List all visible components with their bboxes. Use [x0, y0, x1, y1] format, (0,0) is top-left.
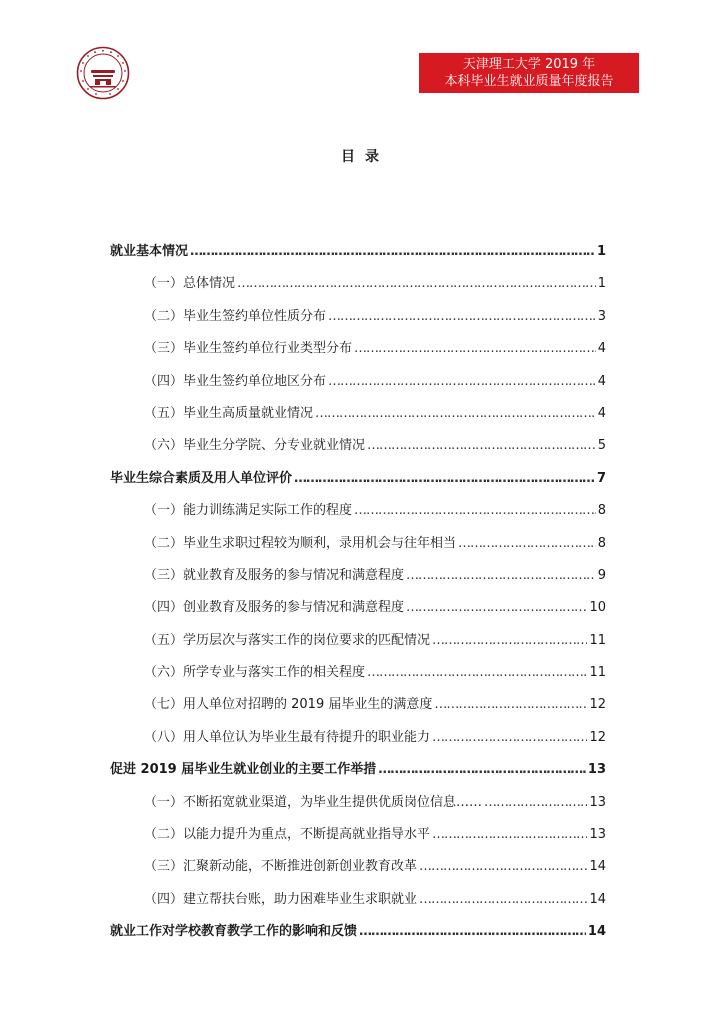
toc-leader-dots [406, 568, 596, 583]
toc-subsection-entry[interactable] [110, 596, 606, 628]
toc-entry-title: （三）毕业生签约单位行业类型分布 [144, 341, 353, 357]
toc-entry-title: 就业工作对学校教育教学工作的影响和反馈 [110, 924, 358, 940]
toc-entry-title: （三）就业教育及服务的参与情况和满意程度 [144, 567, 405, 583]
toc-leader-dots [237, 276, 596, 291]
toc-entry-title: 就业基本情况 [110, 244, 189, 259]
toc-entry-title: （一）能力训练满足实际工作的程度 [144, 503, 353, 519]
toc-page-number: 10 [589, 600, 606, 616]
toc-page-number: 13 [589, 827, 606, 843]
toc-entry-title: （四）创业教育及服务的参与情况和满意程度 [144, 600, 405, 616]
toc-page-number: 8 [597, 535, 606, 551]
toc-subsection-entry[interactable] [110, 791, 606, 823]
toc-subsection-entry[interactable] [110, 726, 606, 758]
toc-page-number: 7 [596, 470, 606, 486]
toc-page-number: 9 [597, 567, 606, 583]
toc-leader-dots [315, 406, 596, 421]
toc-section-entry[interactable] [110, 467, 606, 499]
toc-entry-title: 毕业生综合素质及用人单位评价 [110, 470, 293, 486]
toc-page-number: 4 [597, 373, 606, 389]
toc-leader-dots [359, 924, 586, 939]
toc-subsection-entry[interactable] [110, 629, 606, 661]
toc-leader-dots [354, 503, 596, 518]
toc-page-number: 13 [589, 794, 606, 810]
university-seal-icon [76, 46, 130, 100]
toc-leader-dots [419, 859, 587, 874]
toc-page-number: 5 [597, 438, 606, 454]
toc-subsection-entry[interactable] [110, 693, 606, 725]
toc-entry-title: （二）以能力提升为重点，不断提高就业指导水平 [144, 827, 431, 843]
toc-leader-dots [354, 341, 596, 356]
toc-leader-dots [432, 827, 587, 842]
toc-subsection-entry[interactable] [110, 855, 606, 887]
toc-entry-title: （四）建立帮扶台账，助力困难毕业生求职就业 [144, 891, 418, 907]
toc-page-number: 4 [597, 341, 606, 357]
toc-page-number: 1 [597, 276, 606, 292]
toc-leader-dots [294, 471, 595, 486]
toc-subsection-entry[interactable] [110, 661, 606, 693]
toc-leader-dots [458, 536, 596, 551]
toc-entry-title: （三）汇聚新动能，不断推进创新创业教育改革 [144, 859, 418, 875]
toc-entry-title: （一）总体情况 [144, 276, 236, 292]
toc-title: 目录 [341, 149, 389, 165]
toc-leader-dots [406, 600, 587, 615]
toc-subsection-entry[interactable] [110, 272, 606, 304]
toc-page-number: 14 [589, 891, 606, 907]
toc-entry-title: （五）毕业生高质量就业情况 [144, 405, 314, 421]
toc-subsection-entry[interactable] [110, 564, 606, 596]
toc-section-entry[interactable] [110, 758, 606, 790]
toc-leader-dots [367, 665, 587, 680]
toc-page-number: 12 [589, 697, 606, 713]
toc-page-number: 1 [596, 244, 606, 259]
toc-subsection-entry[interactable] [110, 888, 606, 920]
toc-page-number: 14 [589, 859, 606, 875]
toc-page-number: 11 [589, 632, 606, 648]
toc-entry-title: （四）毕业生签约单位地区分布 [144, 373, 327, 389]
toc-entry-title: （二）毕业生签约单位性质分布 [144, 308, 327, 324]
toc-page-number: 12 [589, 729, 606, 745]
header-line-2: 本科毕业生就业质量年度报告 [444, 74, 614, 89]
toc-subsection-entry[interactable] [110, 370, 606, 402]
toc-subsection-entry[interactable] [110, 532, 606, 564]
toc-entry-title: （五）学历层次与落实工作的岗位要求的匹配情况 [144, 632, 431, 648]
toc-section-entry[interactable] [110, 240, 606, 272]
toc-leader-dots [484, 795, 587, 810]
toc-entry-title: （六）毕业生分学院、分专业就业情况 [144, 438, 366, 454]
toc-page-number: 3 [597, 308, 606, 324]
toc-page-number: 4 [597, 405, 606, 421]
toc-entry-title: （八）用人单位认为毕业生最有待提升的职业能力 [144, 729, 431, 745]
toc-leader-dots [432, 633, 587, 648]
toc-page-number: 11 [589, 665, 606, 681]
toc-entry-title: 促进 2019 届毕业生就业创业的主要工作举措 [110, 762, 377, 778]
toc-leader-dots [328, 309, 596, 324]
header-line-1: 天津理工大学 2019 年 [462, 57, 596, 72]
toc-leader-dots [378, 762, 586, 777]
toc-page-number: 14 [587, 924, 606, 940]
toc-subsection-entry[interactable] [110, 402, 606, 434]
toc-leader-dots [434, 697, 587, 712]
table-of-contents [110, 240, 606, 953]
toc-page-number: 13 [587, 762, 606, 778]
toc-subsection-entry[interactable] [110, 823, 606, 855]
toc-entry-title: （六）所学专业与落实工作的相关程度 [144, 665, 366, 681]
toc-entry-title: （二）毕业生求职过程较为顺利，录用机会与往年相当 [144, 535, 457, 551]
toc-leader-dots [367, 438, 596, 453]
toc-section-entry[interactable] [110, 920, 606, 952]
toc-subsection-entry[interactable] [110, 434, 606, 466]
toc-entry-title: （七）用人单位对招聘的 2019 届毕业生的满意度 [144, 697, 433, 713]
toc-page-number: 8 [597, 503, 606, 519]
toc-leader-dots [419, 892, 587, 907]
toc-subsection-entry[interactable] [110, 305, 606, 337]
toc-leader-dots [190, 244, 595, 259]
toc-leader-dots [432, 730, 587, 745]
toc-subsection-entry[interactable] [110, 499, 606, 531]
toc-entry-title: （一）不断拓宽就业渠道，为毕业生提供优质岗位信息…… [144, 794, 483, 810]
toc-leader-dots [328, 374, 596, 389]
toc-subsection-entry[interactable] [110, 337, 606, 369]
report-header-banner [419, 53, 639, 93]
